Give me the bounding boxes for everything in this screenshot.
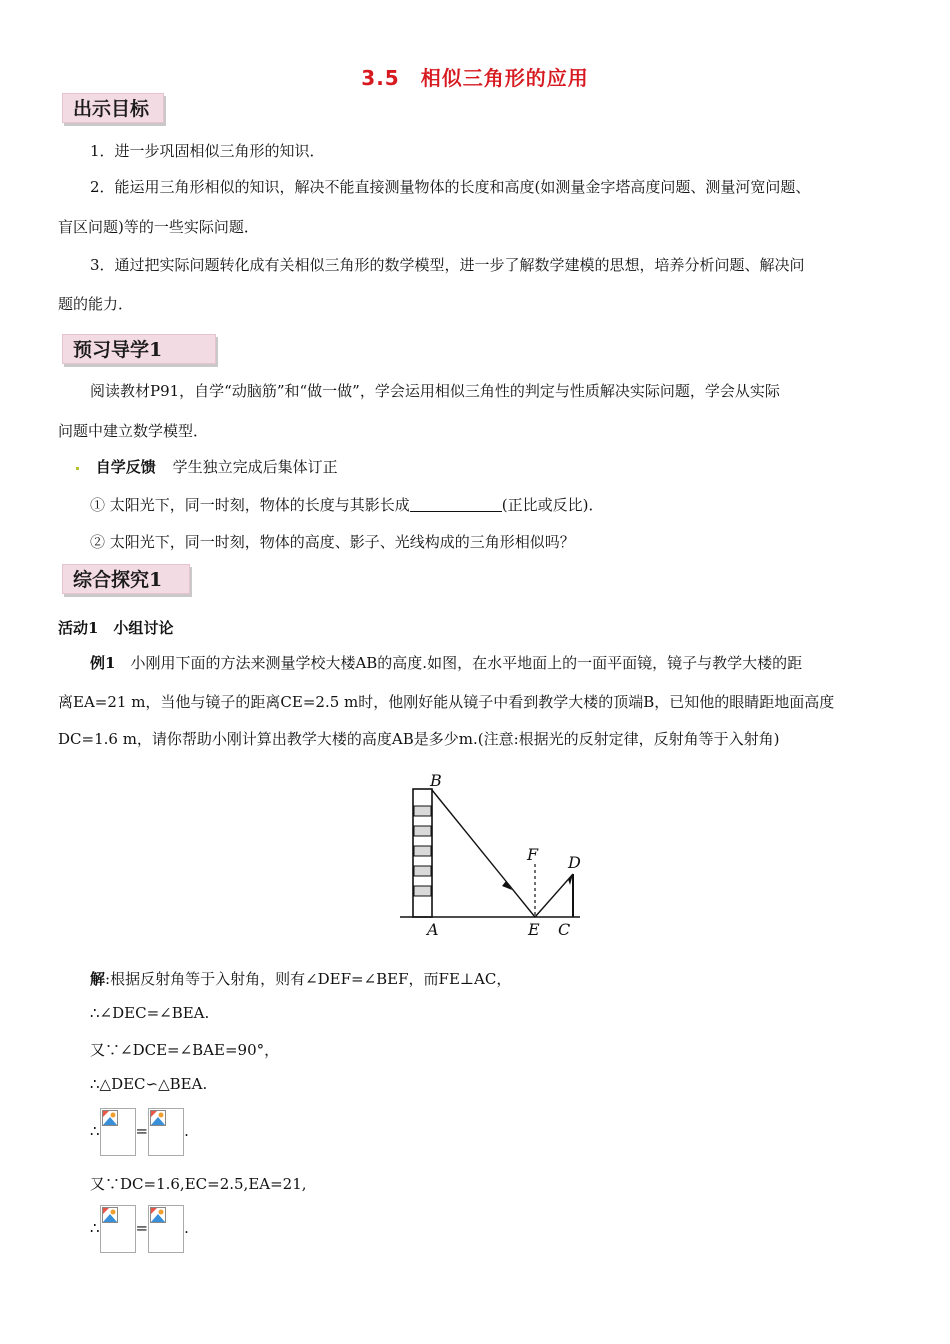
example-line-2: 离EA=21 m，当他与镜子的距离CE=2.5 m时，他刚好能从镜子中看到教学大楼的顶端B，已知他的眼睛距地面高度 [58,693,835,711]
therefore-symbol: ∴ [90,1122,100,1140]
bullet-dot [76,467,79,470]
fraction-image [100,1205,136,1253]
solution-text-1: :根据反射角等于入射角，则有∠DEF=∠BEF，而FE⊥AC， [105,970,512,988]
goal-item-2-line-1: 2．能运用三角形相似的知识，解决不能直接测量物体的长度和高度(如测量金字塔高度问题、测量河宽问题、 [90,178,811,196]
fraction-image [100,1108,136,1156]
solution-line-2: ∴∠DEC=∠BEA. [90,1004,210,1022]
label-c: C [558,920,571,939]
reflection-diagram [396,768,586,944]
period: . [184,1122,189,1140]
page-title: 3.5 相似三角形的应用 [361,66,589,90]
preview-reading-line-2: 问题中建立数学模型． [58,422,209,440]
solution-line-1 [90,968,511,989]
solution-line-3: 又∵∠DCE=∠BAE=90°， [90,1041,280,1059]
preview-reading-line-1: 阅读教材P91，自学“动脑筋”和“做一做”，学会运用相似三角性的判定与性质解决实际问题，学会从实际 [90,382,780,400]
solution-line-7-fraction [90,1205,189,1253]
broken-image-icon [102,1110,118,1126]
question-1 [90,494,604,515]
solution-line-5-fraction [90,1108,189,1156]
answer-blank[interactable] [410,497,502,512]
building-windows [414,806,431,896]
question-2: ② 太阳光下，同一时刻，物体的高度、影子、光线构成的三角形相似吗？ [90,533,575,551]
section-banner-explore: 综合探究1 [62,564,190,594]
solution-line-4: ∴△DEC∽△BEA. [90,1075,208,1093]
label-b: B [430,771,442,790]
example-line-1 [90,652,802,673]
activity-heading: 活动1 小组讨论 [58,619,174,637]
incident-ray [432,790,535,917]
equals-sign: = [135,1219,149,1237]
solution-label: 解 [90,970,106,988]
self-study-feedback [76,456,338,477]
broken-image-icon [102,1207,118,1223]
solution-line-6: 又∵DC=1.6,EC=2.5,EA=21, [90,1175,307,1193]
goal-item-3-line-1: 3．通过把实际问题转化成有关相似三角形的数学模型，进一步了解数学建模的思想，培养分析问题、解决问 [90,256,805,274]
period: . [184,1219,189,1237]
label-e: E [528,920,540,939]
feedback-label: 自学反馈 [95,458,156,476]
broken-image-icon [150,1207,166,1223]
question-1-hint: (正比或反比)． [501,496,604,514]
equals-sign: = [135,1122,149,1140]
goal-item-1: 1．进一步巩固相似三角形的知识． [90,142,325,160]
therefore-symbol: ∴ [90,1219,100,1237]
goal-item-2-line-2: 盲区问题)等的一些实际问题． [58,218,259,236]
fraction-image [148,1108,184,1156]
goal-item-3-line-2: 题的能力． [58,295,134,313]
example-line-3: DC=1.6 m，请你帮助小刚计算出教学大楼的高度AB是多少m.(注意:根据光的反射定律，反射角等于入射角) [58,730,780,748]
label-a: A [427,920,439,939]
question-1-text: ① 太阳光下，同一时刻，物体的长度与其影长成 [90,496,410,514]
feedback-text: 学生独立完成后集体订正 [172,458,338,476]
label-f: F [527,845,539,864]
section-banner-preview: 预习导学1 [62,334,216,364]
label-d: D [568,853,581,872]
fraction-image [148,1205,184,1253]
example-label: 例1 [90,654,116,672]
broken-image-icon [150,1110,166,1126]
section-banner-goals: 出示目标 [62,93,164,123]
reflected-ray [535,874,573,917]
example-text-1: 小刚用下面的方法来测量学校大楼AB的高度.如图，在水平地面上的一面平面镜，镜子与教学大楼的距 [115,654,803,672]
